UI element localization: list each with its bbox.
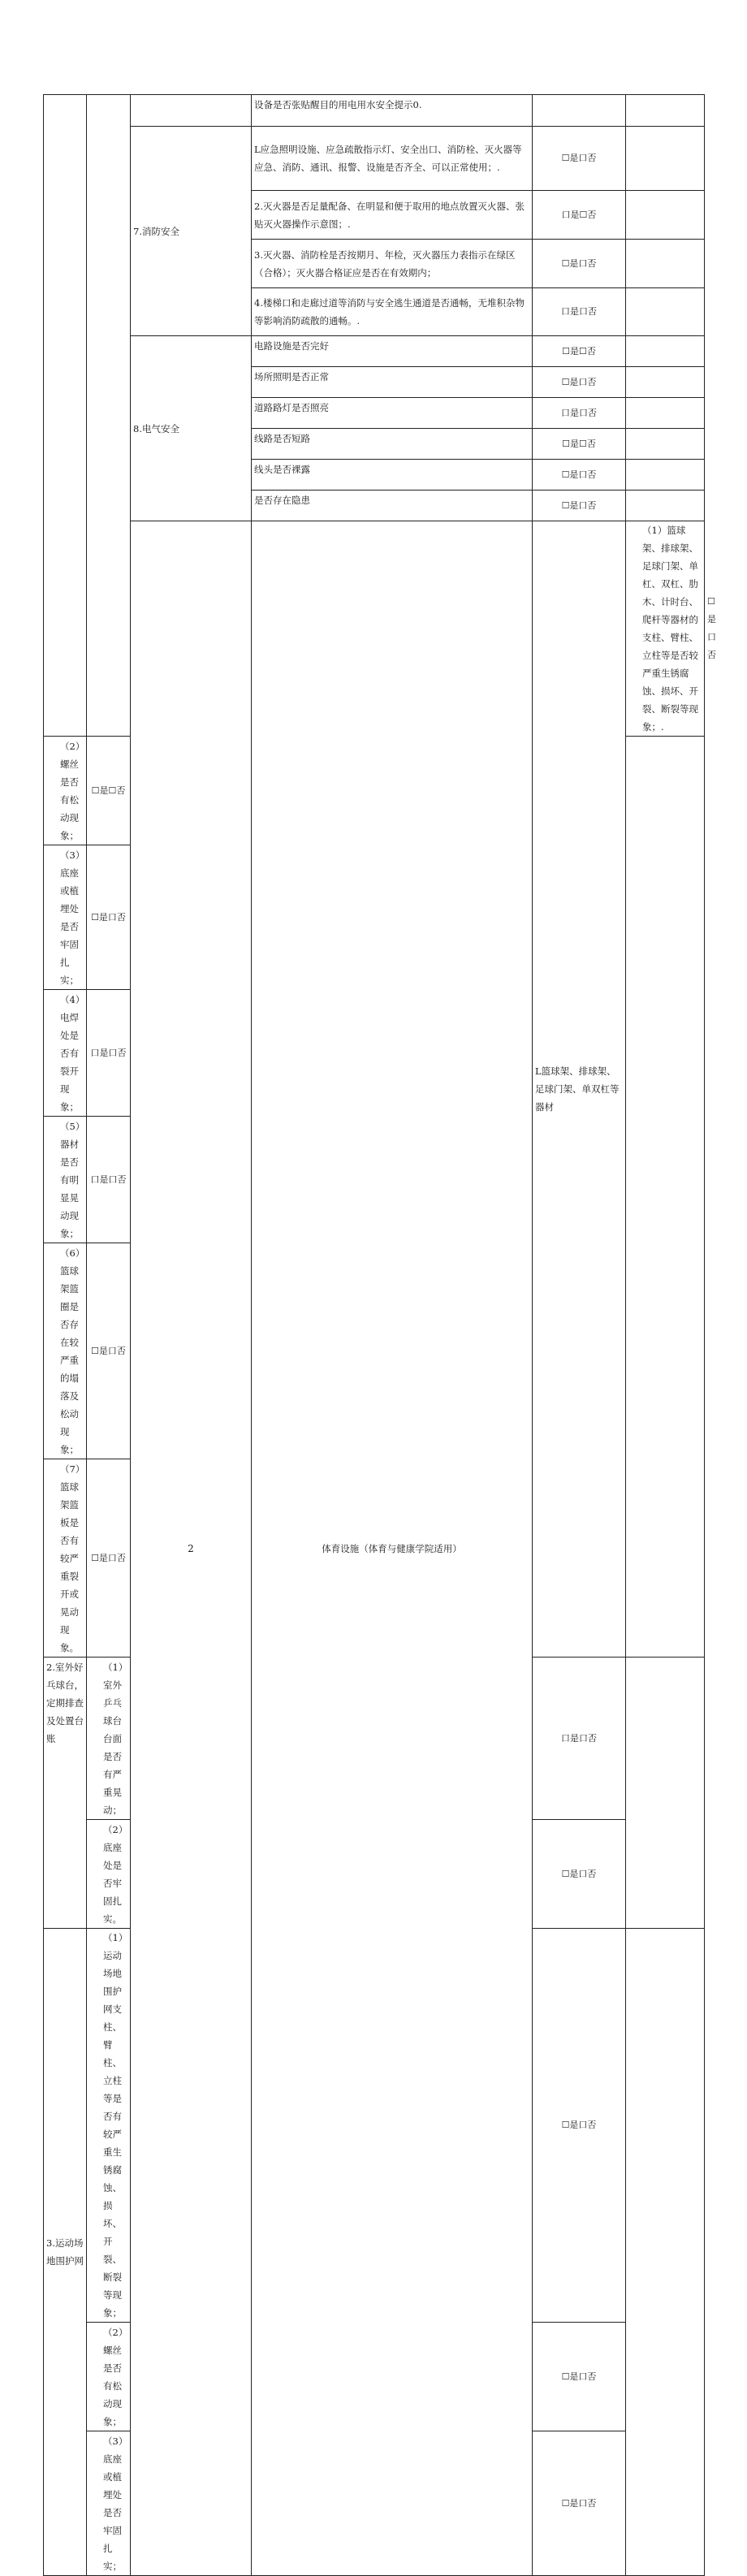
check-content: 道路路灯是否照亮 (252, 398, 533, 429)
category-sports-facilities: 体育设施（体育与健康学院适用） (252, 521, 533, 2576)
section-number-cell (44, 95, 87, 737)
yes-no-checkbox[interactable]: ☐是☐否 (87, 737, 131, 845)
item-electrical-safety: 8.电气安全 (131, 336, 252, 521)
remarks-cell (626, 127, 705, 191)
table-row (44, 95, 705, 127)
check-content: L应急照明设施、应急疏散指示灯、安全出口、消防栓、灭火器等应急、消防、通讯、报警、设施是否齐全、可以正常使用；. (252, 127, 533, 191)
yes-no-checkbox[interactable]: ☐是口否 (533, 127, 626, 191)
remarks-cell (626, 398, 705, 429)
check-content: （1）室外乒乓球台台面是否有严重晃动； (87, 1658, 131, 1820)
check-content: 是否存在隐患 (252, 491, 533, 521)
yes-no-checkbox[interactable]: ☐是☐否 (533, 336, 626, 367)
item-cell (131, 95, 252, 127)
yes-no-checkbox[interactable]: ☐是口否 (87, 845, 131, 990)
check-content: （6）篮球架篮圈是否存在较严重的塌落及松动现象； (44, 1243, 87, 1459)
check-content: （2）螺丝是否有松动现象； (87, 2323, 131, 2431)
yes-no-checkbox[interactable]: ☐是口否 (533, 2323, 626, 2431)
yes-no-checkbox[interactable]: ☐是口否 (533, 240, 626, 288)
check-content: （2）螺丝是否有松动现象； (44, 737, 87, 845)
remarks-cell (626, 1929, 705, 2576)
item-sports-equipment: L篮球架、排球架、足球门架、单双杠等器材 (533, 521, 626, 1658)
remarks-cell (626, 95, 705, 127)
yes-no-checkbox[interactable]: ☐是口否 (533, 491, 626, 521)
yes-no-checkbox[interactable]: 口是口否 (533, 398, 626, 429)
check-content: 场所照明是否正常 (252, 367, 533, 398)
check-content: （1）运动场地围护网支柱、臂柱、立柱等是否有较严重生锈腐蚀、损坏、开裂、断裂等现象； (87, 1929, 131, 2323)
table-row (44, 127, 705, 191)
yes-no-checkbox[interactable]: ☐是口否 (533, 2431, 626, 2576)
yes-no-checkbox[interactable]: 口是口否 (87, 1117, 131, 1243)
remarks-cell (626, 288, 705, 336)
check-content: （2）底座处是否牢固扎实。 (87, 1820, 131, 1929)
yes-no-checkbox[interactable]: ☐是口否 (533, 1820, 626, 1929)
check-content: （3）底座或植埋处是否牢固扎实； (44, 845, 87, 990)
item-pingpong-table: 2.室外好乓球台，定期排查及处置台账 (44, 1658, 87, 1929)
check-content: （1）篮球架、排球架、足球门架、单杠、双杠、肋木、计时台、爬杆等器材的支柱、臂柱、立柱等是否较严重生锈腐蚀、损坏、开裂、断裂等现象；. (626, 521, 705, 737)
check-content: 线路是否短路 (252, 429, 533, 460)
table-row (44, 336, 705, 367)
remarks-cell (626, 367, 705, 398)
yes-no-checkbox[interactable]: 口是☐否 (533, 191, 626, 240)
check-content: （3）底座或植埋处是否牢固扎实； (87, 2431, 131, 2576)
check-content: （7）篮球架篮板是否有较严重裂开或晃动现象。 (44, 1459, 87, 1658)
item-fire-safety: 7.消防安全 (131, 127, 252, 336)
item-field-fence: 3.运动场地围护网 (44, 1929, 87, 2576)
check-content: 4.楼梯口和走廊过道等消防与安全逃生通道是否通畅，无堆积杂物等影响消防疏散的通畅。. (252, 288, 533, 336)
check-content: （4）电焊处是否有裂开现象； (44, 990, 87, 1117)
yes-no-checkbox[interactable]: ☐是口否 (87, 1243, 131, 1459)
remarks-cell (626, 336, 705, 367)
check-content: 电路设施是否完好 (252, 336, 533, 367)
check-content: （5）器材是否有明显晃动现象； (44, 1117, 87, 1243)
remarks-cell (626, 191, 705, 240)
check-content: 3.灭火器、消防栓是否按期月、年检，灭火器压力表指示在绿区（合格）；灭火器合格证应是否在有效期内； (252, 240, 533, 288)
section-number-cell: 2 (131, 521, 252, 2576)
remarks-cell (626, 429, 705, 460)
yes-no-checkbox[interactable]: ☐是口否 (87, 1459, 131, 1658)
yes-no-checkbox[interactable]: 口是口否 (533, 288, 626, 336)
yes-no-checkbox[interactable]: 口是口否 (87, 990, 131, 1117)
check-content: 2.灭火器是否足量配备、在明显和便于取用的地点放置灭火器、张贴灭火器操作示意图；. (252, 191, 533, 240)
inspection-table (43, 94, 716, 2576)
yes-no-checkbox[interactable]: ☐是口否 (533, 367, 626, 398)
remarks-cell (626, 491, 705, 521)
yes-no-checkbox[interactable] (533, 95, 626, 127)
table-row: 2 体育设施（体育与健康学院适用） L篮球架、排球架、足球门架、单双杠等器材 （1）篮球架、排球架、足球门架、单杠、双杠、肋木、计时台、爬杆等器材的支柱、臂柱、立柱等是否较严重生锈腐蚀、损坏、开裂、断裂等现象；. ☐是口否 (44, 521, 705, 737)
category-cell (87, 95, 131, 737)
yes-no-checkbox[interactable]: 口是口否 (533, 1658, 626, 1820)
remarks-cell (626, 460, 705, 491)
check-content: 设备是否张贴醒目的用电用水安全提示0. (252, 95, 533, 127)
yes-no-checkbox[interactable]: ☐是☐否 (533, 429, 626, 460)
remarks-cell (626, 1658, 705, 1929)
yes-no-checkbox[interactable]: ☐是口否 (533, 460, 626, 491)
check-content: 线头是否裸露 (252, 460, 533, 491)
remarks-cell (626, 240, 705, 288)
yes-no-checkbox[interactable]: ☐是口否 (533, 1929, 626, 2323)
